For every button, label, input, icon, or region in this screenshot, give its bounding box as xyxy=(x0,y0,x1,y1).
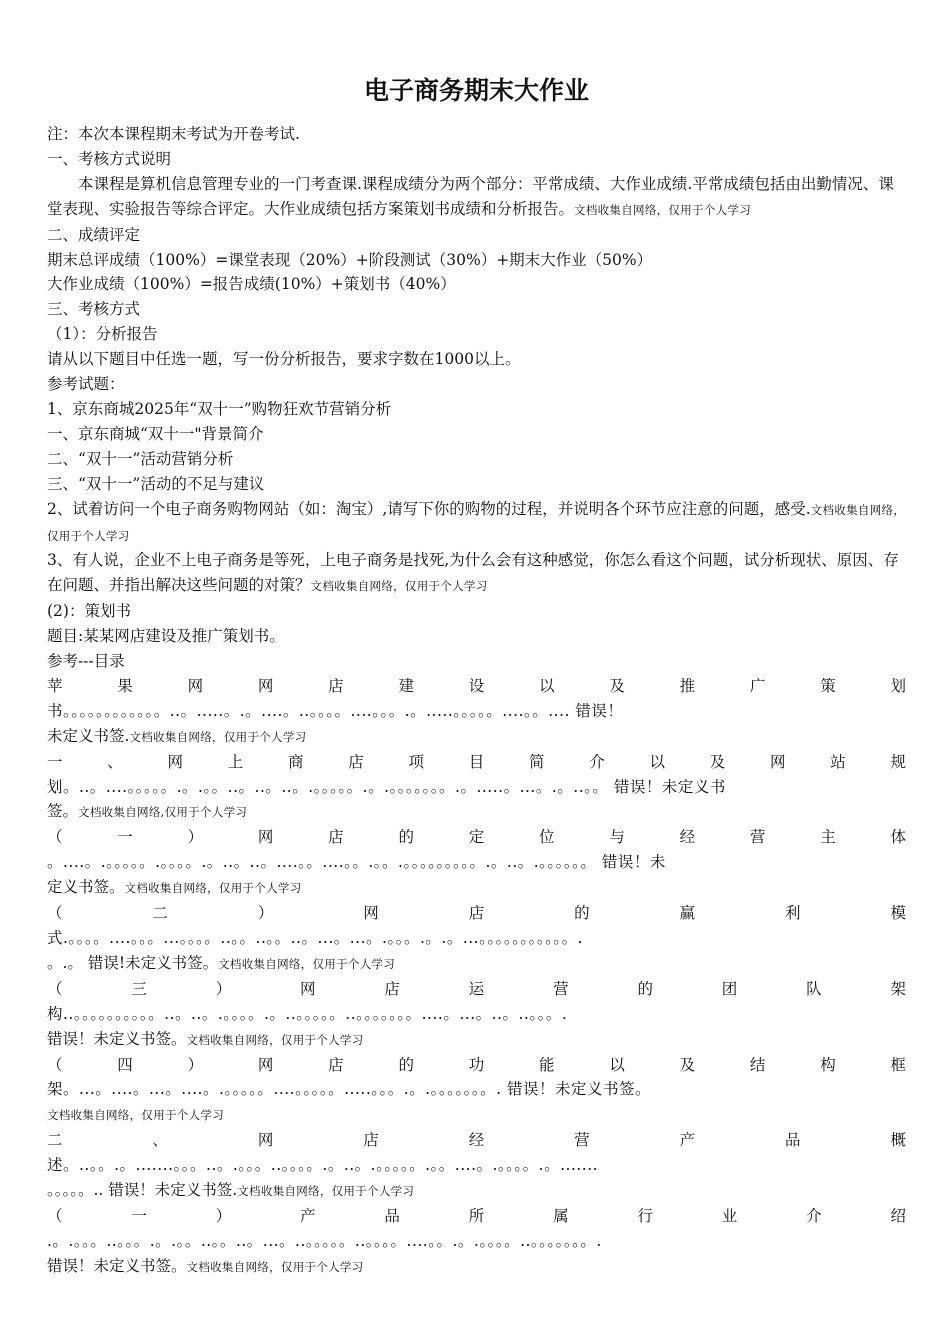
course-description-text: 本课程是算机信息管理专业的一门考查课.课程成绩分为两个部分：平常成绩、大作业成绩.平常成绩包括由出勤情况、课堂表现、实验报告等综合评定。大作业成绩包括方案策划书成绩和分析报告。 xyxy=(47,174,894,218)
toc-entry-tail xyxy=(47,1027,906,1053)
toc-entry-leader xyxy=(47,775,906,800)
toc-error-text: 未定义书签. xyxy=(47,726,130,745)
exam-note: 注：本次本课程期末考试为开卷考试. xyxy=(47,125,300,143)
toc-entry-leader xyxy=(47,699,906,724)
question-1-part-1: 一、京东商城“双十一"背景简介 xyxy=(47,424,264,443)
toc-error-text: 签。 xyxy=(47,802,79,821)
question-2 xyxy=(47,497,906,549)
toc-entry-heading: （三）网店运营的团队架 xyxy=(47,979,906,998)
toc-entry-leader: 述。..。。.。.......。。。..。.。。。..。。。。.。..。.。。。。。.。。....。.。。。。.。....... xyxy=(47,1156,599,1175)
toc-leader-dots: 架。...。....。...。....。.。。。。。....。。。。。.....。。。.。.。。。。。。。. xyxy=(47,1080,502,1099)
toc-entry-tail xyxy=(47,724,906,750)
toc-entry-heading: （一）网店的定位与经营主体 xyxy=(47,828,906,847)
toc-entry-leader: .。.。。。..。。。.。.。。..。。..。...。..。。。。。..。。。。....。。.。.。。。。..。。。。。。。. xyxy=(47,1231,602,1250)
question-1: 1、京东商城2025年“双十一”购物狂欢节营销分析 xyxy=(47,399,392,418)
source-note: 文档收集自网络，仅用于个人学习 xyxy=(47,502,906,543)
source-note: 文档收集自网络，仅用于个人学习 xyxy=(186,1032,364,1047)
toc-error-text: 错误！ xyxy=(575,701,624,720)
question-3-text: 3、有人说，企业不上电子商务是等死，上电子商务是找死,为什么会有这种感觉，你怎么看这个问题，试分析现状、原因、存在问题、并指出解决这些问题的对策？ xyxy=(47,551,899,595)
toc-entry-tail xyxy=(47,951,906,977)
section-heading-grading: 二、成绩评定 xyxy=(47,225,141,244)
toc-entry-heading: （四）网店的功能以及结构框 xyxy=(47,1055,906,1074)
source-note: 文档收集自网络，仅用于个人学习 xyxy=(237,1184,415,1199)
toc-error-text: 错误！未定义书 xyxy=(613,777,726,796)
toc-entry-leader: 构..。。。。。。。。。。..。..。.。。。。.。..。。。。。..。。。。。。。....。...。..。..。。。. xyxy=(47,1004,568,1023)
toc-entry-tail xyxy=(47,1178,906,1204)
toc-error-text: 。.。 错误!未定义书签。 xyxy=(47,953,219,972)
source-note: 文档收集自网络，仅用于个人学习 xyxy=(47,1108,224,1123)
toc-leader-dots: 。....。.。。。。。.。。。。.。..。..。....。。....。。.。。.。。。。。。。。。.。..。.。。。。。。 xyxy=(47,853,597,872)
question-2-text: 2、试着访问一个电子商务购物网站（如：淘宝）,请写下你的购物的过程，并说明各个环节应注意的问题，感受. xyxy=(47,499,811,518)
source-note: 文档收集自网络，仅用于个人学习 xyxy=(129,729,307,744)
toc-entry-leader: 式.。。。。....。。。...。。。。..。。..。。..。...。...。.。。。.。.。...。。。。。。。。。。。. xyxy=(47,929,584,947)
source-note: 文档收集自网络，仅用于个人学习 xyxy=(310,579,488,594)
toc-entry-heading: 二、网店经营产品概 xyxy=(47,1131,906,1150)
toc-entry-tail xyxy=(47,799,906,825)
source-note: 文档收集自网络，仅用于个人学习 xyxy=(186,1259,364,1274)
subsection-plan: (2)：策划书 xyxy=(47,602,131,621)
toc-entry-leader xyxy=(47,1077,906,1102)
plan-topic: 题目:某某网店建设及推广策划书。 xyxy=(47,627,285,646)
toc-error-text: 。。。。。.. 错误！未定义书签. xyxy=(47,1181,238,1200)
toc-entry-heading: （二）网店的赢利模 xyxy=(47,904,906,923)
source-note: 文档收集自网络，仅用于个人学习 xyxy=(218,956,396,971)
reference-questions-label: 参考试题： xyxy=(47,375,125,394)
source-note: 文档收集自网络,仅用于个人学习 xyxy=(78,805,248,820)
toc-error-text: 错误！未 xyxy=(601,853,666,872)
toc-entry-tail xyxy=(47,1102,906,1128)
toc-leader-dots: 书。。。。。。。。。。。。..。.....。.。....。..。。。。....。。。.。.....。。。。。....。。.... xyxy=(47,701,570,720)
question-3 xyxy=(47,548,906,599)
toc-entry-heading: （一）产品所属行业介绍 xyxy=(47,1206,906,1225)
toc-entry-leader xyxy=(47,850,906,875)
toc-error-text: 定义书签。 xyxy=(47,878,125,897)
source-note: 文档收集自网络，仅用于个人学习 xyxy=(574,202,752,217)
toc-entry-tail xyxy=(47,1254,906,1280)
source-note: 文档收集自网络，仅用于个人学习 xyxy=(124,881,302,896)
analysis-instruction: 请从以下题目中任选一题，写一份分析报告，要求字数在1000以上。 xyxy=(47,350,521,369)
toc-error-text: 错误！未定义书签。 xyxy=(506,1080,651,1099)
toc-error-text: 错误！未定义书签。 xyxy=(47,1256,187,1275)
grading-formula-assignment: 大作业成绩（100%）=报告成绩(10%）+策划书（40%） xyxy=(47,275,456,294)
toc-entry-tail xyxy=(47,875,906,901)
toc-label: 参考---目录 xyxy=(47,652,125,671)
question-1-part-2: 二、“双十一”活动营销分析 xyxy=(47,449,234,468)
toc-entry-heading: 一、网上商店项目简介以及网站规 xyxy=(47,752,906,771)
section-heading-assessment: 一、考核方式说明 xyxy=(47,149,172,168)
question-1-part-3: 三、“双十一”活动的不足与建议 xyxy=(47,474,265,493)
course-description xyxy=(47,172,906,223)
subsection-analysis-report: （1）：分析报告 xyxy=(47,325,158,344)
document-title: 电子商务期末大作业 xyxy=(363,76,589,105)
section-heading-method: 三、考核方式 xyxy=(47,300,141,319)
toc-leader-dots: 划。..。....。。。。。.。.。。..。..。..。.。。。。。.。.。。。。。。。.。.....。...。.。..。。 xyxy=(47,777,609,796)
grading-formula-total: 期末总评成绩（100%）=课堂表现（20%）+阶段测试（30%）+期末大作业（50%） xyxy=(47,250,653,269)
toc-entry-heading: 苹果网网店建设以及推广策划 xyxy=(47,676,906,695)
toc-error-text: 错误！未定义书签。 xyxy=(47,1029,187,1048)
